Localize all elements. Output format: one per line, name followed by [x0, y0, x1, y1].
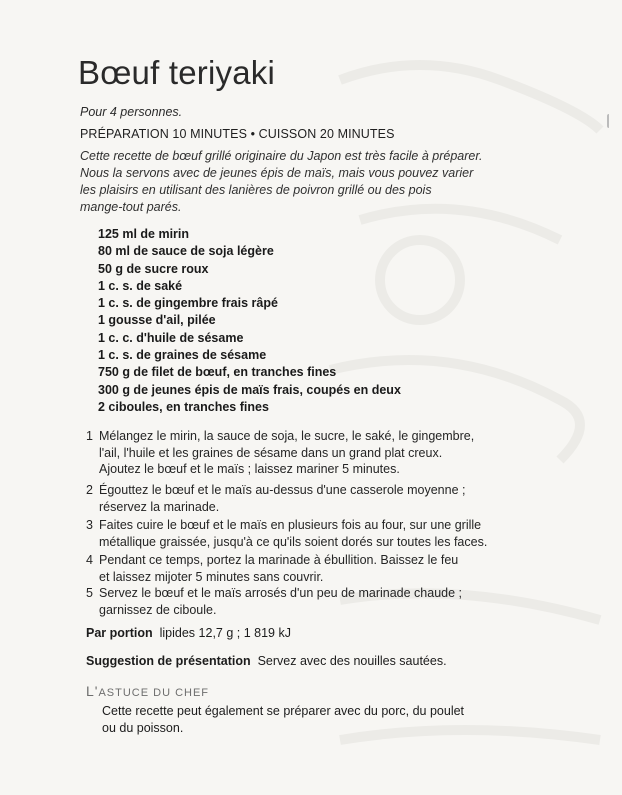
chef-tip-text — [102, 703, 464, 737]
ingredient-item: 50 g de sucre roux — [98, 261, 209, 276]
step-number: 3 — [86, 518, 93, 532]
intro-line: les plaisirs en utilisant des lanières de poivron grillé ou des pois — [80, 183, 432, 197]
ingredient-item: 1 c. c. d'huile de sésame — [98, 330, 244, 345]
step-line: Mélangez le mirin, la sauce de soja, le sucre, le saké, le gingembre, — [99, 429, 475, 443]
step-text — [99, 428, 474, 478]
chef-tip-heading — [86, 683, 209, 699]
step-line: l'ail, l'huile et les graines de sésame dans un grand plat creux. — [99, 445, 443, 460]
step-line: et laissez mijoter 5 minutes sans couvrir. — [99, 569, 324, 584]
step-line: Faites cuire le bœuf et le maïs en plusieurs fois au four, sur une grille — [99, 518, 482, 532]
servings: Pour 4 personnes. — [80, 105, 183, 119]
step-line: Pendant ce temps, portez la marinade à ébullition. Baissez le feu — [99, 553, 459, 567]
recipe-intro — [80, 148, 483, 216]
ingredient-item: 1 c. s. de graines de sésame — [98, 348, 267, 363]
intro-line: mange-tout parés. — [80, 200, 182, 214]
step-line: métallique graissée, jusqu'à ce qu'ils soient dorés sur toutes les faces. — [99, 534, 488, 549]
step-line: garnissez de ciboule. — [99, 602, 217, 617]
nutrition-info — [86, 626, 291, 640]
ingredient-item: 300 g de jeunes épis de maïs frais, coupés en deux — [98, 382, 401, 397]
step-number: 1 — [86, 429, 93, 443]
nutrition-label: Par portion — [86, 626, 153, 640]
step-text — [99, 482, 465, 515]
ingredient-item: 80 ml de sauce de soja légère — [98, 244, 274, 259]
prep-cook-time: PRÉPARATION 10 MINUTES • CUISSON 20 MINUTES — [80, 127, 395, 141]
step-line: Servez le bœuf et le maïs arrosés d'un peu de marinade chaude ; — [99, 586, 463, 600]
step-number: 5 — [86, 586, 93, 600]
ingredient-item: 2 ciboules, en tranches fines — [98, 399, 269, 414]
tip-line: ou du poisson. — [102, 721, 184, 735]
tip-heading-rest: ASTUCE DU CHEF — [98, 687, 210, 699]
ingredient-item: 750 g de filet de bœuf, en tranches fines — [98, 365, 337, 380]
step-line: réservez la marinade. — [99, 499, 220, 514]
step-text — [99, 552, 458, 585]
ingredient-item: 1 c. s. de saké — [98, 278, 183, 293]
tip-heading-initial: L' — [86, 683, 99, 699]
serving-suggestion-label: Suggestion de présentation — [86, 654, 251, 668]
ingredient-item: 125 ml de mirin — [98, 227, 190, 241]
serving-suggestion — [86, 654, 447, 668]
ingredient-item: 1 c. s. de gingembre frais râpé — [98, 296, 278, 311]
step-text — [99, 585, 462, 618]
step-text — [99, 517, 487, 550]
intro-line: Nous la servons avec de jeunes épis de maïs, mais vous pouvez varier — [80, 166, 474, 180]
step-line: Ajoutez le bœuf et le maïs ; laissez mariner 5 minutes. — [99, 462, 400, 476]
page-edge-mark — [607, 114, 616, 128]
serving-suggestion-value: Servez avec des nouilles sautées. — [257, 654, 447, 668]
intro-line: Cette recette de bœuf grillé originaire du Japon est très facile à préparer. — [80, 149, 483, 163]
ingredient-item: 1 gousse d'ail, pilée — [98, 313, 216, 328]
tip-line: Cette recette peut également se préparer avec du porc, du poulet — [102, 704, 465, 718]
step-number: 2 — [86, 483, 93, 497]
nutrition-value: lipides 12,7 g ; 1 819 kJ — [159, 626, 291, 640]
step-line: Égouttez le bœuf et le maïs au-dessus d'une casserole moyenne ; — [99, 483, 466, 497]
step-number: 4 — [86, 553, 93, 567]
recipe-title: Bœuf teriyaki — [78, 54, 275, 91]
ingredient-list — [98, 226, 401, 416]
